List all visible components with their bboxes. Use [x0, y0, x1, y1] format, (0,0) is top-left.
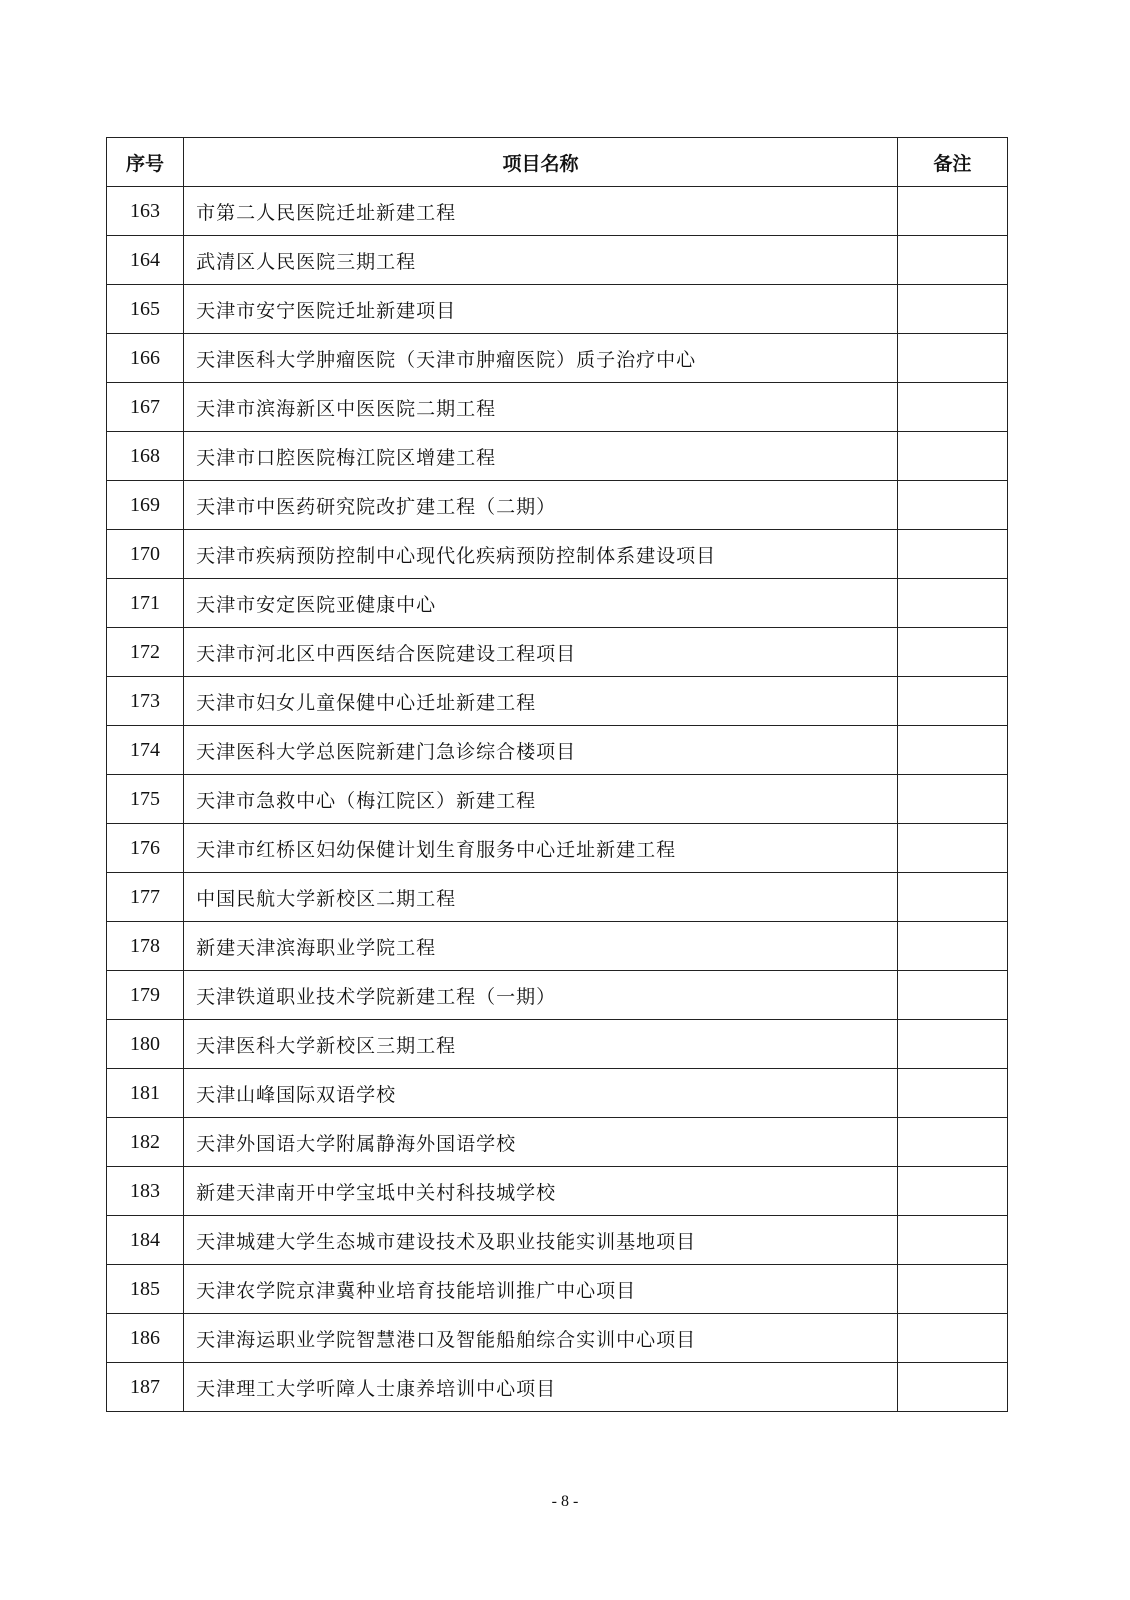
row-index: 170 [107, 530, 184, 579]
row-remark [897, 579, 1007, 628]
row-index: 181 [107, 1069, 184, 1118]
row-remark [897, 1314, 1007, 1363]
table-row [107, 383, 1008, 432]
table-row [107, 726, 1008, 775]
row-index: 163 [107, 187, 184, 236]
table-row [107, 1314, 1008, 1363]
table-row [107, 922, 1008, 971]
table-row [107, 628, 1008, 677]
row-remark [897, 1216, 1007, 1265]
table-row [107, 187, 1008, 236]
row-remark [897, 1363, 1007, 1412]
table-row [107, 530, 1008, 579]
row-index: 169 [107, 481, 184, 530]
row-project-name: 市第二人民医院迁址新建工程 [184, 187, 898, 236]
row-project-name: 天津海运职业学院智慧港口及智能船舶综合实训中心项目 [184, 1314, 898, 1363]
row-remark [897, 1265, 1007, 1314]
row-remark [897, 1118, 1007, 1167]
row-index: 186 [107, 1314, 184, 1363]
row-project-name: 天津市河北区中西医结合医院建设工程项目 [184, 628, 898, 677]
table-row [107, 1167, 1008, 1216]
table-body [107, 187, 1008, 1412]
row-project-name: 天津市疾病预防控制中心现代化疾病预防控制体系建设项目 [184, 530, 898, 579]
row-index: 167 [107, 383, 184, 432]
row-remark [897, 530, 1007, 579]
table-row [107, 1216, 1008, 1265]
row-index: 166 [107, 334, 184, 383]
row-remark [897, 677, 1007, 726]
table-row [107, 236, 1008, 285]
row-project-name: 天津医科大学肿瘤医院（天津市肿瘤医院）质子治疗中心 [184, 334, 898, 383]
table-row [107, 579, 1008, 628]
row-index: 165 [107, 285, 184, 334]
row-remark [897, 383, 1007, 432]
row-project-name: 天津医科大学总医院新建门急诊综合楼项目 [184, 726, 898, 775]
row-remark [897, 922, 1007, 971]
table-row [107, 334, 1008, 383]
table-row [107, 1265, 1008, 1314]
row-index: 179 [107, 971, 184, 1020]
row-remark [897, 628, 1007, 677]
table-row [107, 1020, 1008, 1069]
table-row [107, 285, 1008, 334]
row-project-name: 天津市滨海新区中医医院二期工程 [184, 383, 898, 432]
row-index: 182 [107, 1118, 184, 1167]
row-project-name: 天津市安宁医院迁址新建项目 [184, 285, 898, 334]
row-project-name: 天津市红桥区妇幼保健计划生育服务中心迁址新建工程 [184, 824, 898, 873]
row-remark [897, 285, 1007, 334]
row-project-name: 新建天津滨海职业学院工程 [184, 922, 898, 971]
row-remark [897, 1069, 1007, 1118]
row-project-name: 天津城建大学生态城市建设技术及职业技能实训基地项目 [184, 1216, 898, 1265]
row-project-name: 新建天津南开中学宝坻中关村科技城学校 [184, 1167, 898, 1216]
row-remark [897, 432, 1007, 481]
table-row [107, 1118, 1008, 1167]
row-index: 185 [107, 1265, 184, 1314]
header-remark: 备注 [897, 138, 1007, 187]
row-remark [897, 873, 1007, 922]
row-index: 178 [107, 922, 184, 971]
row-project-name: 天津铁道职业技术学院新建工程（一期） [184, 971, 898, 1020]
row-project-name: 天津医科大学新校区三期工程 [184, 1020, 898, 1069]
row-index: 168 [107, 432, 184, 481]
row-project-name: 天津市安定医院亚健康中心 [184, 579, 898, 628]
row-remark [897, 824, 1007, 873]
row-index: 172 [107, 628, 184, 677]
row-index: 173 [107, 677, 184, 726]
project-table [106, 137, 1008, 1412]
row-remark [897, 1020, 1007, 1069]
row-remark [897, 334, 1007, 383]
row-remark [897, 1167, 1007, 1216]
row-index: 187 [107, 1363, 184, 1412]
row-index: 184 [107, 1216, 184, 1265]
row-project-name: 天津市急救中心（梅江院区）新建工程 [184, 775, 898, 824]
row-index: 164 [107, 236, 184, 285]
row-index: 175 [107, 775, 184, 824]
row-remark [897, 236, 1007, 285]
row-index: 183 [107, 1167, 184, 1216]
table-row [107, 1363, 1008, 1412]
table-row [107, 873, 1008, 922]
row-project-name: 中国民航大学新校区二期工程 [184, 873, 898, 922]
table-header-row [107, 138, 1008, 187]
header-project-name: 项目名称 [184, 138, 898, 187]
row-project-name: 天津市妇女儿童保健中心迁址新建工程 [184, 677, 898, 726]
row-project-name: 武清区人民医院三期工程 [184, 236, 898, 285]
table-row [107, 824, 1008, 873]
page-number: - 8 - [551, 1493, 579, 1510]
table-row [107, 971, 1008, 1020]
row-project-name: 天津山峰国际双语学校 [184, 1069, 898, 1118]
table-row [107, 677, 1008, 726]
row-index: 180 [107, 1020, 184, 1069]
row-remark [897, 481, 1007, 530]
row-project-name: 天津农学院京津冀种业培育技能培训推广中心项目 [184, 1265, 898, 1314]
header-index: 序号 [107, 138, 184, 187]
table-row [107, 1069, 1008, 1118]
table-row [107, 775, 1008, 824]
table-row [107, 481, 1008, 530]
table-row [107, 432, 1008, 481]
row-project-name: 天津市口腔医院梅江院区增建工程 [184, 432, 898, 481]
row-remark [897, 775, 1007, 824]
row-index: 174 [107, 726, 184, 775]
row-index: 176 [107, 824, 184, 873]
row-remark [897, 187, 1007, 236]
row-remark [897, 971, 1007, 1020]
row-remark [897, 726, 1007, 775]
row-index: 177 [107, 873, 184, 922]
row-project-name: 天津外国语大学附属静海外国语学校 [184, 1118, 898, 1167]
row-project-name: 天津市中医药研究院改扩建工程（二期） [184, 481, 898, 530]
row-index: 171 [107, 579, 184, 628]
row-project-name: 天津理工大学听障人士康养培训中心项目 [184, 1363, 898, 1412]
